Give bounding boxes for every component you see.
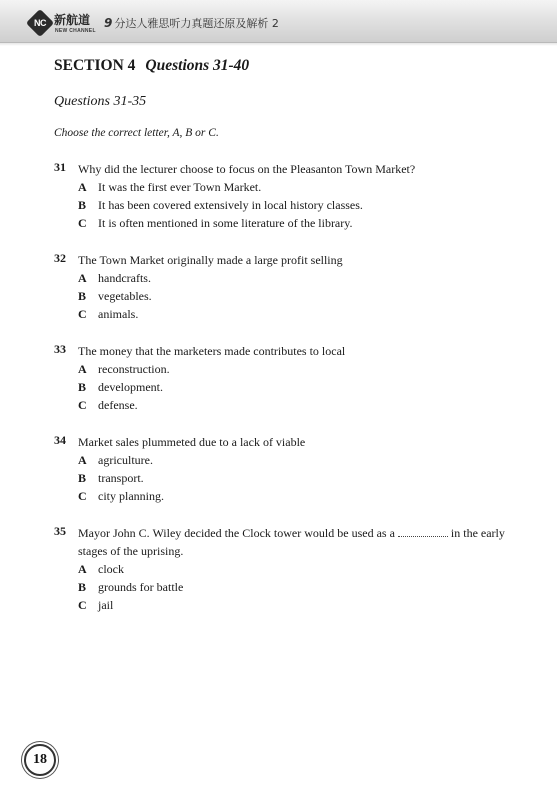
option-b[interactable]: [78, 287, 524, 305]
question-text-before: Mayor John C. Wiley decided the Clock tower would be used as a: [78, 526, 395, 540]
option-c[interactable]: [78, 396, 524, 414]
option-a[interactable]: [78, 451, 524, 469]
question-number: 34: [54, 433, 66, 447]
option-letter: B: [78, 289, 87, 303]
option-letter: C: [78, 307, 87, 321]
book-title-number: 9: [104, 16, 113, 30]
option-text: transport.: [98, 471, 144, 485]
question-number: 35: [54, 524, 66, 538]
option-b[interactable]: [78, 578, 524, 596]
option-a[interactable]: [78, 269, 524, 287]
book-title: [104, 15, 279, 31]
option-letter: B: [78, 471, 87, 485]
option-text: reconstruction.: [98, 362, 170, 376]
option-letter: C: [78, 216, 87, 230]
option-text: animals.: [98, 307, 139, 321]
option-letter: A: [78, 180, 87, 194]
option-text: It was the first ever Town Market.: [98, 180, 262, 194]
option-text: jail: [98, 598, 114, 612]
option-a[interactable]: [78, 360, 524, 378]
page-number-badge: [20, 740, 60, 780]
option-c[interactable]: [78, 305, 524, 323]
option-c[interactable]: [78, 596, 524, 614]
option-text: development.: [98, 380, 163, 394]
option-text: grounds for battle: [98, 580, 184, 594]
question-31: [54, 160, 524, 232]
book-title-text: 分达人雅思听力真题还原及解析 2: [114, 17, 279, 30]
option-c[interactable]: [78, 487, 524, 505]
option-text: It has been covered extensively in local history classes.: [98, 198, 363, 212]
option-b[interactable]: [78, 196, 524, 214]
sub-heading: Questions 31-35: [54, 94, 147, 109]
option-a[interactable]: [78, 178, 524, 196]
logo-chinese-name: 新航道: [54, 13, 91, 27]
option-text: city planning.: [98, 489, 164, 503]
option-b[interactable]: [78, 378, 524, 396]
option-letter: B: [78, 580, 87, 594]
section-questions-range: Questions 31-40: [145, 57, 250, 74]
page-number: 18: [33, 752, 47, 767]
option-letter: B: [78, 198, 87, 212]
section-label: SECTION 4: [54, 57, 136, 74]
question-35: [54, 524, 524, 614]
question-number: 33: [54, 342, 66, 356]
option-letter: C: [78, 598, 87, 612]
logo-badge-text: NC: [34, 18, 46, 28]
option-letter: C: [78, 398, 87, 412]
question-33: [54, 342, 524, 414]
question-text: Market sales plummeted due to a lack of viable: [78, 435, 306, 449]
option-a[interactable]: [78, 560, 524, 578]
option-letter: A: [78, 362, 87, 376]
answer-blank[interactable]: [398, 526, 448, 537]
option-c[interactable]: [78, 214, 524, 232]
question-text: The Town Market originally made a large profit selling: [78, 253, 343, 267]
option-letter: B: [78, 380, 87, 394]
instruction: Choose the correct letter, A, B or C.: [54, 127, 219, 139]
option-letter: A: [78, 562, 87, 576]
option-b[interactable]: [78, 469, 524, 487]
option-text: It is often mentioned in some literature of the library.: [98, 216, 353, 230]
option-letter: A: [78, 271, 87, 285]
option-text: vegetables.: [98, 289, 152, 303]
option-text: agriculture.: [98, 453, 153, 467]
question-text: [78, 524, 524, 560]
question-text: The money that the marketers made contributes to local: [78, 344, 346, 358]
option-text: clock: [98, 562, 124, 576]
question-text: Why did the lecturer choose to focus on the Pleasanton Town Market?: [78, 162, 416, 176]
question-32: [54, 251, 524, 323]
option-text: defense.: [98, 398, 138, 412]
question-text-after: in the early stages of the uprising.: [78, 526, 505, 558]
page-content: [54, 57, 524, 633]
section-heading: [54, 57, 524, 75]
question-number: 32: [54, 251, 66, 265]
logo-english-name: NEW CHANNEL: [55, 28, 96, 34]
option-letter: C: [78, 489, 87, 503]
question-number: 31: [54, 160, 66, 174]
option-letter: A: [78, 453, 87, 467]
option-text: handcrafts.: [98, 271, 151, 285]
question-34: [54, 433, 524, 505]
page-header: [0, 0, 557, 43]
